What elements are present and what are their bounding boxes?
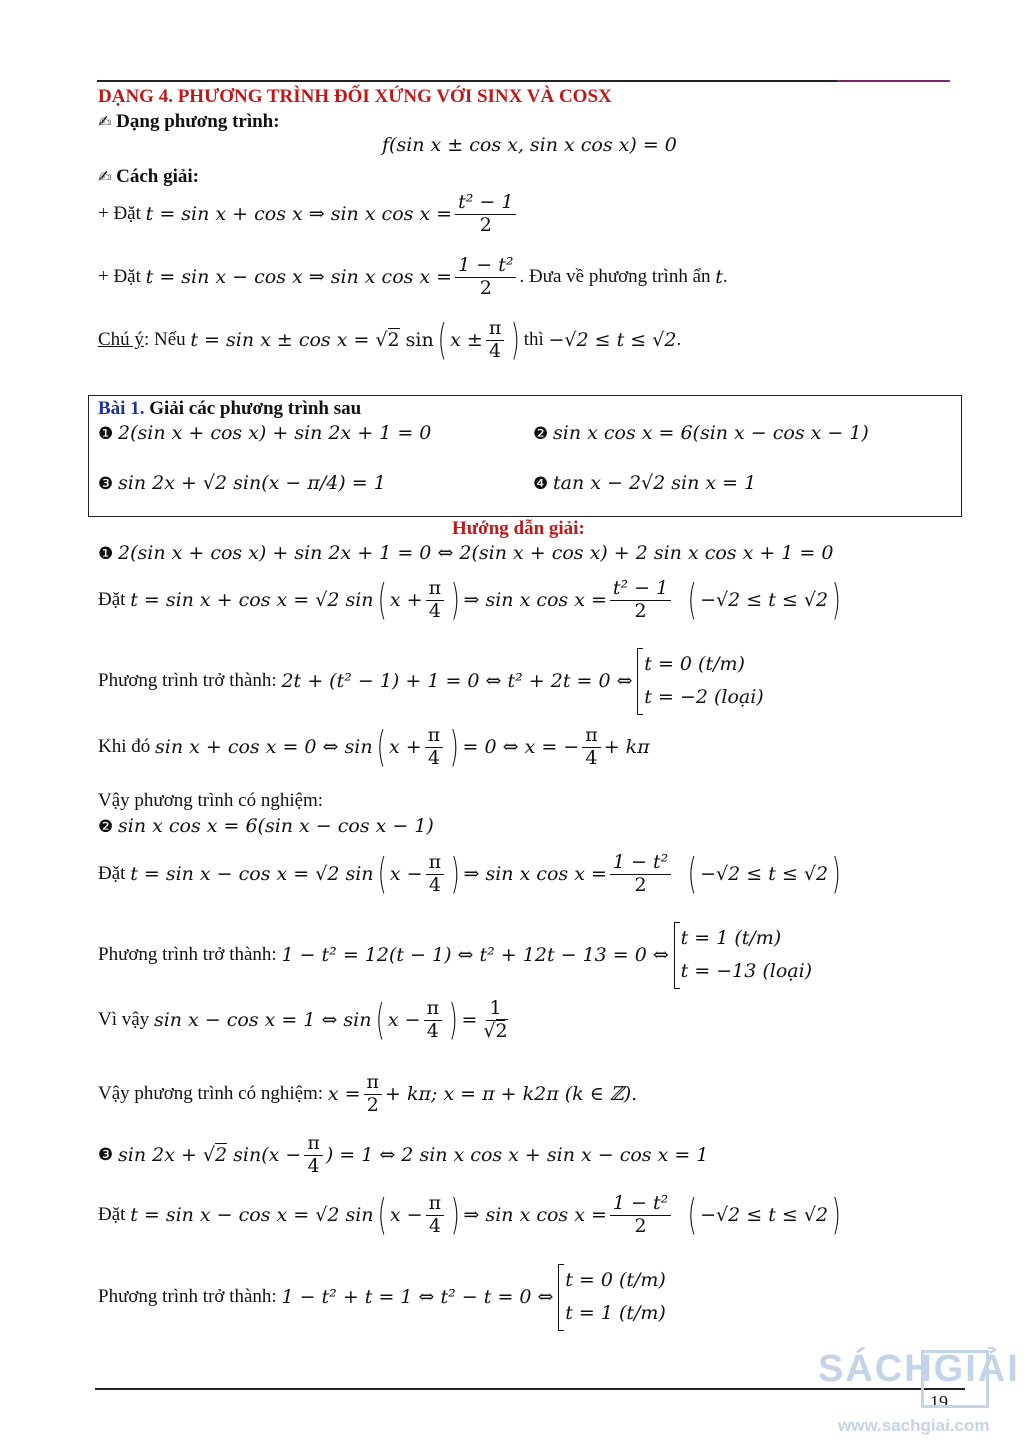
note-equation: t = sin x ± cos x = — [190, 329, 370, 352]
logo-text: SÁCHGIẢI — [818, 1348, 1020, 1390]
section-title: DẠNG 4. PHƯƠNG TRÌNH ĐỐI XỨNG VỚI SINX VÀ COSX — [98, 86, 612, 107]
exercise-item-1 — [98, 422, 431, 445]
solution-1-transform-equation: 2t + (t² − 1) + 1 = 0 ⇔ t² + 2t = 0 ⇔ — [281, 670, 633, 693]
solution-2-so-equation: sin x − cos x = 1 ⇔ sin — [153, 1009, 372, 1032]
range: −√2 ≤ t ≤ √2 — [700, 589, 829, 612]
case-2: t = −13 (loại) — [680, 960, 813, 983]
marker-3-icon: ❸ — [98, 1145, 114, 1166]
marker-1-icon: ❶ — [98, 544, 114, 564]
case-1: t = 1 (t/m) — [680, 927, 782, 949]
transform-label: Phương trình trở thành: — [98, 944, 277, 966]
step-2-fraction — [455, 255, 516, 300]
marker-2-icon: ❷ — [533, 424, 549, 444]
pen-icon: ✍ — [98, 112, 112, 131]
exercise-item-2 — [533, 422, 869, 445]
so-label: Vì vậy — [98, 1009, 150, 1031]
sincos-label: ⇒ sin x cos x = — [463, 863, 607, 886]
step-2-denominator: 2 — [479, 276, 492, 299]
page-number: 19 — [930, 1392, 948, 1412]
logo-url: www.sachgiai.com — [838, 1416, 990, 1435]
solution-3-cases — [558, 1264, 666, 1331]
solution-1-then-equation: sin x + cos x = 0 ⇔ sin — [155, 736, 373, 759]
solution-2-conclusion: Vậy phương trình có nghiệm: x = $\frac{\pi}{2}$ + kπ; x = π + k2π (k ∈ ℤ). — [98, 1071, 638, 1116]
solution-2-transform — [98, 922, 812, 989]
watermark-logo — [818, 1348, 1020, 1435]
exercise-equation-1: 2(sin x + cos x) + sin 2x + 1 = 0 — [118, 422, 432, 444]
form-equation: f(sin x ± cos x, sin x cos x) = 0 — [382, 134, 677, 156]
form-label: Dạng phương trình: — [116, 111, 280, 132]
note-range: −√2 ≤ t ≤ √2 — [548, 329, 677, 352]
marker-3-icon: ❸ — [98, 474, 114, 494]
solution-2-line-1 — [98, 815, 434, 838]
method-heading — [98, 166, 199, 188]
conclusion-label: Vậy phương trình có nghiệm: — [98, 1083, 324, 1105]
solution-3-transform — [98, 1264, 666, 1331]
solution-1-set: Đặt t = sin x + cos x = √2 sin ( x + $\frac{\pi}{4}$ ) ⇒ sin x cos x = $\frac{\text{t² − 1}}{2}$ ( −√2 ≤ t ≤ √2 ) — [98, 575, 841, 625]
step-1-numerator: t² − 1 — [455, 192, 516, 215]
solution-2-substitution: t = sin x − cos x = √2 sin — [130, 863, 374, 886]
note-text: : Nếu — [143, 329, 186, 351]
solution-1-conclusion: Vậy phương trình có nghiệm: — [98, 790, 324, 811]
marker-4-icon: ❹ — [533, 474, 549, 494]
exercise-item-4 — [533, 472, 756, 495]
note-arg: x ± — [450, 329, 483, 352]
pen-icon: ✍ — [98, 167, 112, 186]
case-1: t = 0 (t/m) — [644, 653, 745, 675]
top-rule — [97, 80, 837, 82]
range: −√2 ≤ t ≤ √2 — [700, 1204, 829, 1227]
exercise-label: Bài 1. — [98, 398, 145, 419]
step-2-prefix: + Đặt — [98, 266, 141, 288]
note: Chú ý : Nếu t = sin x ± cos x = √2 sin ( x ± $\frac{\pi}{4}$ ) thì −√2 ≤ t ≤ √2 . — [98, 315, 682, 365]
marker-2-icon: ❷ — [98, 817, 114, 837]
exercise-heading — [98, 398, 361, 420]
solution-3-equation-tail: ) = 1 ⇔ 2 sin x cos x + sin x − cos x = 1 — [325, 1144, 709, 1167]
solution-2-so: Vì vậy sin x − cos x = 1 ⇔ sin ( x − $\frac{\pi}{4}$ ) = $\frac{1}{√2}$ — [98, 995, 508, 1045]
set-label: Đặt — [98, 1204, 126, 1226]
step-1-prefix: + Đặt — [98, 203, 141, 225]
step-1-denominator: 2 — [479, 213, 492, 236]
note-then: thì — [523, 329, 544, 351]
step-1-fraction — [455, 192, 516, 237]
note-label: Chú ý — [98, 329, 144, 351]
note-pi-fraction: $\frac{\pi}{4}$ — [486, 318, 505, 363]
solution-1-result: = 0 ⇔ x = − — [462, 736, 580, 759]
range: −√2 ≤ t ≤ √2 — [700, 863, 829, 886]
step-2: + Đặt t = sin x − cos x ⇒ sin x cos x = $\frac{\text{1 − t²}}{2}$ . Đưa về phương trình ẩn t . — [98, 254, 728, 299]
form-heading — [98, 111, 280, 133]
solution-2-set: Đặt t = sin x − cos x = √2 sin ( x − $\frac{\pi}{4}$ ) ⇒ sin x cos x = $\frac{\text{1 − t²}}{2}$ ( −√2 ≤ t ≤ √2 ) — [98, 849, 841, 899]
marker-1-icon: ❶ — [98, 424, 114, 444]
solution-1-equation: 2(sin x + cos x) + sin 2x + 1 = 0 ⇔ 2(sin x + cos x) + 2 sin x cos x + 1 = 0 — [118, 542, 834, 564]
exercise-title: Giải các phương trình sau — [149, 398, 362, 419]
exercise-equation-4: tan x − 2√2 sin x = 1 — [553, 472, 757, 494]
step-2-suffix: . Đưa về phương trình ẩn — [519, 266, 711, 288]
solution-3-set: Đặt t = sin x − cos x = √2 sin ( x − $\frac{\pi}{4}$ ) ⇒ sin x cos x = $\frac{\text{1 − t²}}{2}$ ( −√2 ≤ t ≤ √2 ) — [98, 1190, 841, 1240]
transform-label: Phương trình trở thành: — [98, 1286, 277, 1308]
solution-1-substitution: t = sin x + cos x = √2 sin — [130, 589, 374, 612]
transform-label: Phương trình trở thành: — [98, 670, 277, 692]
solution-3-transform-equation: 1 − t² + t = 1 ⇔ t² − t = 0 ⇔ — [281, 1286, 554, 1309]
solution-1-then: Khi đó sin x + cos x = 0 ⇔ sin ( x + $\frac{\pi}{4}$ ) = 0 ⇔ x = − $\frac{\pi}{4}$ + kπ — [98, 722, 650, 772]
exercise-equation-2: sin x cos x = 6(sin x − cos x − 1) — [553, 422, 869, 444]
case-1: t = 0 (t/m) — [565, 1269, 666, 1291]
solution-3-substitution: t = sin x − cos x = √2 sin — [130, 1204, 374, 1227]
set-label: Đặt — [98, 589, 126, 611]
step-1-equation: t = sin x + cos x ⇒ sin x cos x = — [145, 203, 453, 226]
then-label: Khi đó — [98, 736, 151, 758]
step-2-numerator: 1 − t² — [455, 255, 516, 278]
case-2: t = 1 (t/m) — [565, 1302, 666, 1325]
step-1 — [98, 192, 519, 237]
solution-1-result-tail: + kπ — [603, 736, 650, 759]
step-2-equation: t = sin x − cos x ⇒ sin x cos x = — [145, 266, 453, 289]
top-rule-accent — [837, 80, 950, 82]
solution-1-cases — [637, 648, 763, 715]
case-2: t = −2 (loại) — [644, 686, 764, 709]
sincos-label: ⇒ sin x cos x = — [463, 1204, 607, 1227]
solution-3-line-1: ❸ sin 2x + √2 sin(x − $\frac{\pi}{4}$ ) = 1 ⇔ 2 sin x cos x + sin x − cos x = 1 — [98, 1132, 709, 1177]
method-label: Cách giải: — [116, 166, 200, 187]
solution-2-equation: sin x cos x = 6(sin x − cos x − 1) — [118, 815, 434, 837]
solution-2-conclusion-tail: + kπ; x = π + k2π (k ∈ ℤ). — [385, 1083, 638, 1106]
solution-1-transform — [98, 648, 764, 715]
exercise-item-3 — [98, 472, 386, 495]
set-label: Đặt — [98, 863, 126, 885]
note-sqrt-sin: √2 sin — [369, 329, 434, 352]
step-2-variable: t — [715, 266, 723, 289]
solution-1-line-1 — [98, 542, 833, 565]
sincos-label: ⇒ sin x cos x = — [463, 589, 607, 612]
exercise-equation-3: sin 2x + √2 sin(x − π/4) = 1 — [118, 472, 386, 494]
solution-2-transform-equation: 1 − t² = 12(t − 1) ⇔ t² + 12t − 13 = 0 ⇔ — [281, 944, 669, 967]
solution-2-cases — [674, 922, 813, 989]
logo-frame — [921, 1350, 989, 1408]
solution-heading: Hướng dẫn giải: — [452, 518, 585, 539]
